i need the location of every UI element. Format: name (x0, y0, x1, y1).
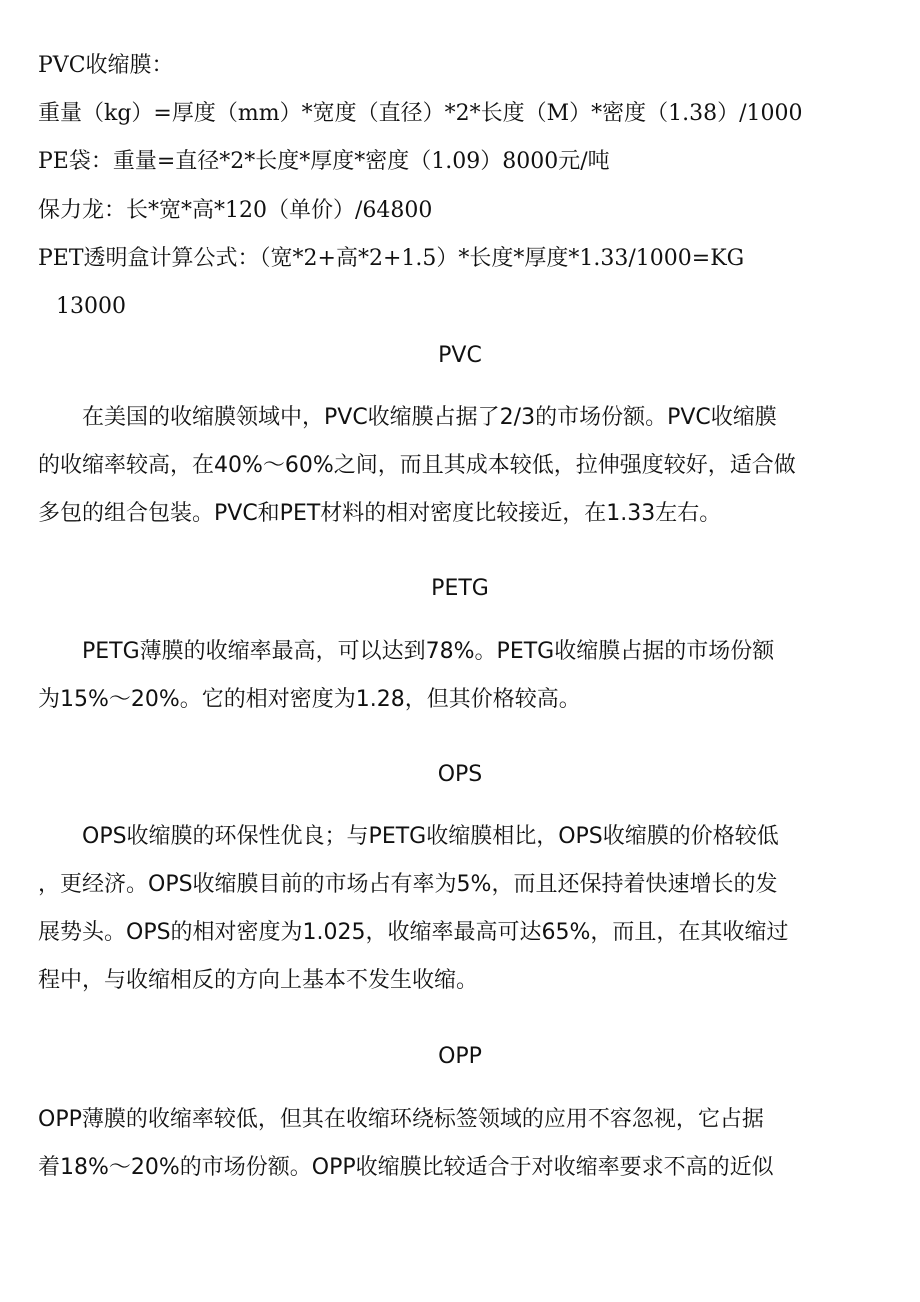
section-body-petg (38, 628, 882, 724)
pet-price-value: 13000 (56, 294, 126, 319)
pvc-formula-label: PVC收缩膜： (38, 53, 174, 78)
pet-box-formula: PET透明盒计算公式：（宽*2+高*2+1.5）*长度*厚度*1.33/1000=KG (38, 246, 745, 271)
paragraph-line: PETG薄膜的收缩率最高，可以达到78%。PETG收缩膜占据的市场份额 (82, 639, 775, 664)
paragraph-line: 为15%～20%。它的相对密度为1.28，但其价格较高。 (38, 687, 581, 712)
section-heading-opp: OPP (438, 1044, 482, 1069)
paragraph-line: 展势头。OPS的相对密度为1.025，收缩率最高可达65%，而且，在其收缩过 (38, 920, 789, 945)
pe-bag-formula: PE袋：重量=直径*2*长度*厚度*密度（1.09）8000元/吨 (38, 149, 610, 174)
section-heading-ops: OPS (437, 762, 483, 787)
paragraph-line: OPS收缩膜的环保性优良；与PETG收缩膜相比，OPS收缩膜的价格较低 (82, 824, 779, 849)
paragraph-line: 的收缩率较高，在40%～60%之间，而且其成本较低，拉伸强度较好，适合做 (38, 453, 796, 478)
section-body-pvc (38, 394, 882, 538)
paragraph-line: ，更经济。OPS收缩膜目前的市场占有率为5%，而且还保持着快速增长的发 (38, 872, 778, 897)
section-body-opp (38, 1096, 882, 1192)
section-body-ops (38, 813, 882, 1005)
section-heading-petg: PETG (431, 576, 489, 601)
paragraph-line: 着18%～20%的市场份额。OPP收缩膜比较适合于对收缩率要求不高的近似 (38, 1155, 774, 1180)
section-heading-pvc: PVC (438, 343, 482, 368)
paragraph-line: 程中，与收缩相反的方向上基本不发生收缩。 (38, 968, 479, 993)
paragraph-line: 多包的组合包装。PVC和PET材料的相对密度比较接近，在1.33左右。 (38, 501, 722, 526)
pvc-weight-formula: 重量（kg）=厚度（mm）*宽度（直径）*2*长度（M）*密度（1.38）/1000 (38, 101, 803, 126)
styrofoam-formula: 保力龙：长*宽*高*120（单价）/64800 (38, 198, 433, 223)
paragraph-line: OPP薄膜的收缩率较低，但其在收缩环绕标签领域的应用不容忽视，它占据 (38, 1107, 764, 1132)
paragraph-line: 在美国的收缩膜领域中，PVC收缩膜占据了2/3的市场份额。PVC收缩膜 (82, 405, 777, 430)
